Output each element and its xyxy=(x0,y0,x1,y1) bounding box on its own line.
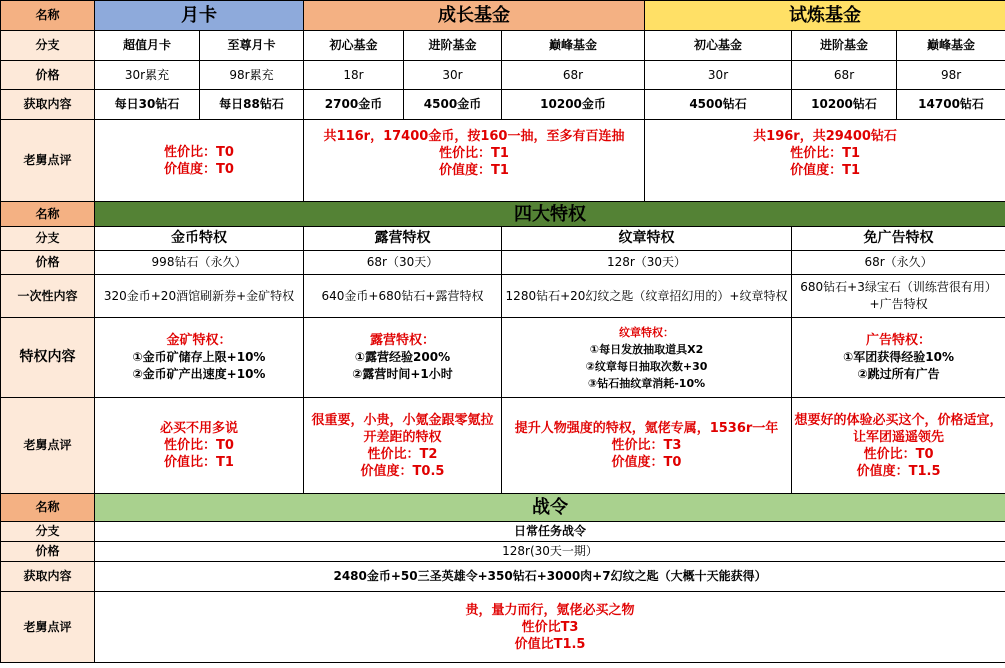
review-label: 老舅点评 xyxy=(1,398,95,494)
branch-label: 分支 xyxy=(1,227,95,251)
review-line: 性价比：T3 xyxy=(611,438,682,453)
price-cell: 128r(30天一期） xyxy=(95,542,1005,562)
privilege-line: ①金币矿储存上限+10% xyxy=(132,350,266,364)
privilege-title: 露营特权： xyxy=(369,333,435,348)
content-cell: 10200钻石 xyxy=(792,90,897,120)
review-cell-trial xyxy=(645,120,1005,202)
review-label: 老舅点评 xyxy=(1,120,95,202)
review-line: 贵，量力而行，氪佬必买之物 xyxy=(465,602,635,618)
review-line: 价值比T1.5 xyxy=(514,636,586,652)
review-line: 想要好的体验必买这个，价格适宜，让军团遥遥领先 xyxy=(794,412,1003,445)
review-line: 价值比：T1 xyxy=(164,455,234,470)
branch-label: 分支 xyxy=(1,31,95,61)
price-label: 价格 xyxy=(1,542,95,562)
price-cell: 98r xyxy=(897,61,1005,90)
content-cell: 2480金币+50三圣英雄令+350钻石+3000肉+7幻纹之匙（大概十天能获得） xyxy=(95,562,1005,592)
branch-cell: 进阶基金 xyxy=(404,31,502,61)
privilege-line: ②金币矿产出速度+10% xyxy=(132,367,266,381)
price-cell: 30r xyxy=(404,61,502,90)
price-cell: 68r xyxy=(502,61,645,90)
once-cell: 320金币+20酒馆刷新券+金矿特权 xyxy=(95,275,304,318)
content-label: 获取内容 xyxy=(1,562,95,592)
review-line: 共116r，17400金币，按160一抽，至多有百连抽 xyxy=(323,129,625,144)
content-cell: 每日30钻石 xyxy=(95,90,200,120)
name-label: 名称 xyxy=(1,202,95,227)
privilege-cell-noads xyxy=(792,318,1005,398)
name-label: 名称 xyxy=(1,1,95,31)
review-cell-monthly xyxy=(95,120,304,202)
privilege-title: 纹章特权： xyxy=(619,325,675,339)
privilege-line: ②露营时间+1小时 xyxy=(352,367,453,381)
branch-cell: 巅峰基金 xyxy=(502,31,645,61)
branch-label: 分支 xyxy=(1,522,95,542)
review-line: 必买不用多说 xyxy=(159,421,238,436)
privilege-cell-emblem xyxy=(502,318,792,398)
price-cell: 68r（永久） xyxy=(792,251,1005,275)
group-header-growth-fund: 成长基金 xyxy=(304,1,645,31)
review-line: 性价比：T1 xyxy=(790,146,860,161)
branch-cell: 巅峰基金 xyxy=(897,31,1005,61)
review-line: 性价比：T2 xyxy=(367,446,438,462)
review-line: 价值度：T0 xyxy=(611,455,682,470)
content-cell: 每日88钻石 xyxy=(200,90,304,120)
review-line: 价值度：T1 xyxy=(439,163,509,178)
privilege-title: 广告特权： xyxy=(866,333,932,348)
once-cell: 1280钻石+20幻纹之匙（纹章招幻用的）+纹章特权 xyxy=(502,275,792,318)
price-cell: 998钻石（永久） xyxy=(95,251,304,275)
privilege-title: 金矿特权： xyxy=(166,333,232,348)
content-cell: 14700钻石 xyxy=(897,90,1005,120)
branch-cell: 日常任务战令 xyxy=(95,522,1005,542)
branch-cell: 至尊月卡 xyxy=(200,31,304,61)
review-cell-battle-pass xyxy=(95,592,1005,663)
review-line: 价值度：T0.5 xyxy=(360,463,445,479)
review-cell-gold xyxy=(95,398,304,494)
price-cell: 128r（30天） xyxy=(502,251,792,275)
once-cell: 680钻石+3绿宝石（训练营很有用）+广告特权 xyxy=(792,275,1005,318)
review-line: 性价比T3 xyxy=(521,619,579,635)
privilege-line: ③钻石抽纹章消耗-10% xyxy=(587,376,706,390)
review-line: 很重要，小贵，小氪金跟零氪拉开差距的特权 xyxy=(311,412,494,445)
once-cell: 640金币+680钻石+露营特权 xyxy=(304,275,502,318)
review-cell-growth xyxy=(304,120,645,202)
review-cell-camp xyxy=(304,398,502,494)
branch-cell: 免广告特权 xyxy=(792,227,1005,251)
branch-cell: 纹章特权 xyxy=(502,227,792,251)
branch-cell: 初心基金 xyxy=(645,31,792,61)
content-cell: 4500金币 xyxy=(404,90,502,120)
group-header-trial-fund: 试炼基金 xyxy=(645,1,1005,31)
privilege-cell-gold xyxy=(95,318,304,398)
review-cell-emblem xyxy=(502,398,792,494)
content-label: 获取内容 xyxy=(1,90,95,120)
price-cell: 18r xyxy=(304,61,404,90)
name-label: 名称 xyxy=(1,494,95,522)
review-line: 性价比：T0 xyxy=(164,144,234,160)
content-cell: 4500钻石 xyxy=(645,90,792,120)
branch-cell: 进阶基金 xyxy=(792,31,897,61)
section-title-battle-pass: 战令 xyxy=(95,494,1005,522)
review-line: 共196r，共29400钻石 xyxy=(753,129,897,144)
review-label: 老舅点评 xyxy=(1,592,95,663)
review-line: 性价比：T0 xyxy=(863,446,934,462)
privilege-line: ①每日发放抽取道具X2 xyxy=(589,342,704,356)
price-cell: 30r累充 xyxy=(95,61,200,90)
privilege-line: ①军团获得经验10% xyxy=(843,350,954,364)
group-header-monthly-card: 月卡 xyxy=(95,1,304,31)
once-label: 一次性内容 xyxy=(1,275,95,318)
branch-cell: 初心基金 xyxy=(304,31,404,61)
branch-cell: 露营特权 xyxy=(304,227,502,251)
review-line: 价值度：T1.5 xyxy=(856,463,941,479)
privilege-line: ②纹章每日抽取次数+30 xyxy=(585,359,708,373)
content-cell: 2700金币 xyxy=(304,90,404,120)
price-cell: 68r xyxy=(792,61,897,90)
privilege-line: ①露营经验200% xyxy=(354,350,451,364)
section-title-privileges: 四大特权 xyxy=(95,202,1005,227)
price-cell: 30r xyxy=(645,61,792,90)
privilege-label: 特权内容 xyxy=(1,318,95,398)
review-line: 价值度：T0 xyxy=(164,161,234,177)
content-cell: 10200金币 xyxy=(502,90,645,120)
review-line: 性价比：T1 xyxy=(439,146,509,161)
branch-cell: 金币特权 xyxy=(95,227,304,251)
price-label: 价格 xyxy=(1,251,95,275)
price-cell: 98r累充 xyxy=(200,61,304,90)
price-label: 价格 xyxy=(1,61,95,90)
privilege-line: ②跳过所有广告 xyxy=(857,367,940,381)
review-line: 价值度：T1 xyxy=(790,163,860,178)
privilege-cell-camp xyxy=(304,318,502,398)
review-line: 提升人物强度的特权，氪佬专属，1536r一年 xyxy=(514,421,779,436)
branch-cell: 超值月卡 xyxy=(95,31,200,61)
review-line: 性价比：T0 xyxy=(164,438,234,453)
price-cell: 68r（30天） xyxy=(304,251,502,275)
review-cell-noads xyxy=(792,398,1005,494)
